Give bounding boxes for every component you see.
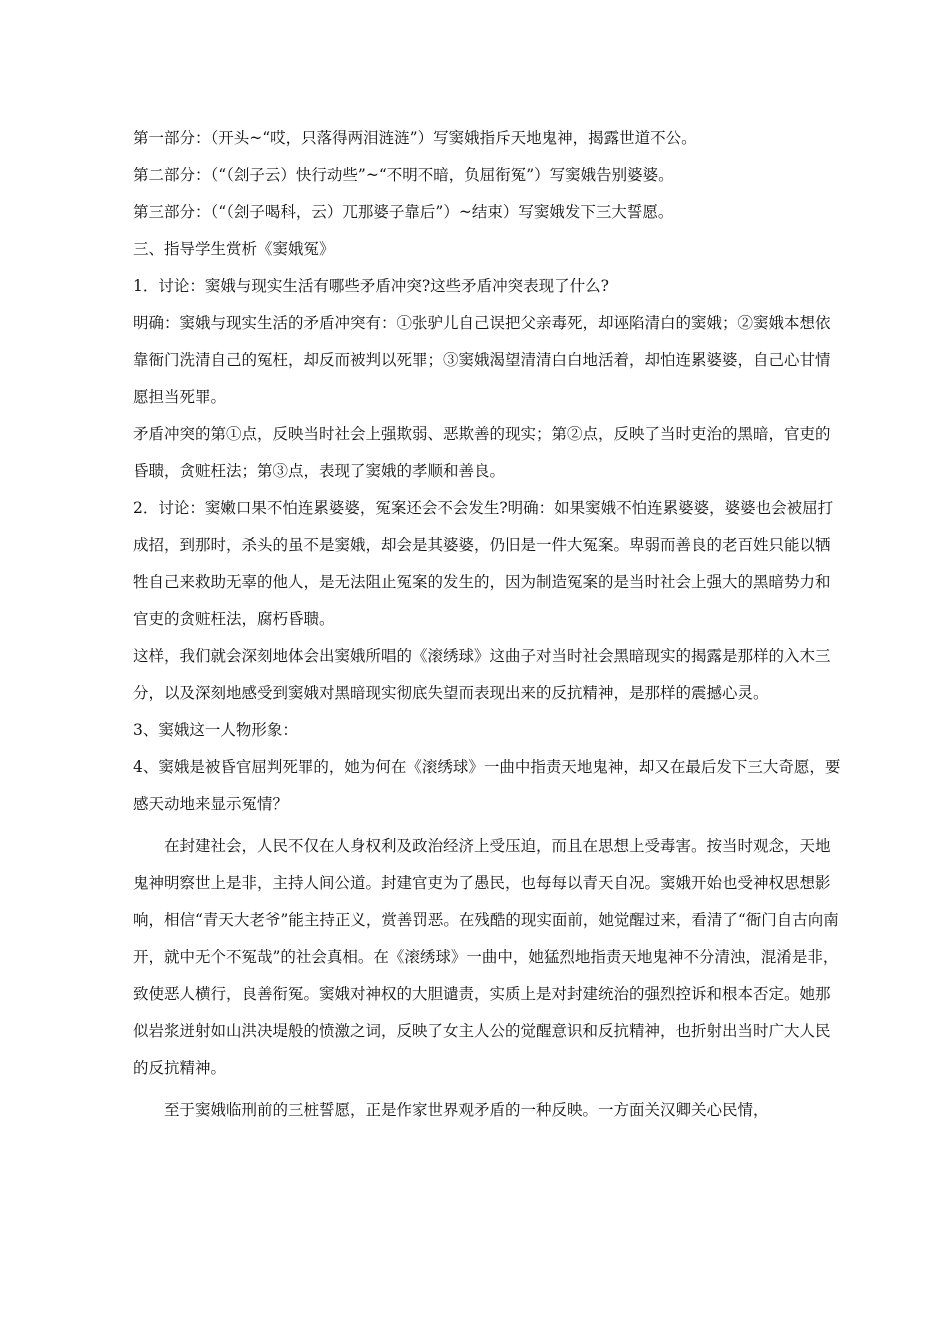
question-3: 3、窦娥这一人物形象：	[133, 721, 298, 739]
document-body	[133, 120, 843, 1129]
answer-1-analysis: 矛盾冲突的第①点，反映当时社会上强欺弱、恶欺善的现实；第②点，反映了当时吏治的黑暗，官吏的昏聩，贪赃枉法；第③点，表现了窦娥的孝顺和善良。	[133, 425, 831, 480]
question-1: 1．讨论：窦娥与现实生活有哪些矛盾冲突?这些矛盾冲突表现了什么?	[133, 277, 609, 295]
section-heading-appreciation: 三、指导学生赏析《窦娥冤》	[133, 240, 335, 258]
answer-4-paragraph: 在封建社会，人民不仅在人身权利及政治经济上受压迫，而且在思想上受毒害。按当时观念，天地鬼神明察世上是非，主持人间公道。封建官吏为了愚民，也每每以青天自况。窦娥开始也受神权思想影响，相信“青天大老爷”能主持正义，赏善罚恶。在残酷的现实面前，她觉醒过来，看清了“衙门自古向南开，就中无个不冤哉”的社会真相。在《滚绣球》一曲中，她猛烈地指责天地鬼神不分清浊，混淆是非，致使恶人横行，良善衔冤。窦娥对神权的大胆谴责，实质上是对封建统治的强烈控诉和根本否定。她那似岩浆迸射如山洪决堤般的愤激之词，反映了女主人公的觉醒意识和反抗精神，也折射出当时广大人民的反抗精神。	[133, 837, 839, 1077]
paragraph-part-two: 第二部分：（“（刽子云）快行动些”~“不明不暗，负屈衔冤”）写窦娥告别婆婆。	[133, 166, 674, 184]
three-vows-paragraph: 至于窦娥临刑前的三桩誓愿，正是作家世界观矛盾的一种反映。一方面关汉卿关心民情，	[164, 1101, 769, 1119]
question-2: 2．讨论：窦嫩口果不怕连累婆婆，冤案还会不会发生?明确：如果窦娥不怕连累婆婆，婆婆也会被屈打成招，到那时，杀头的虽不是窦娥，却会是其婆婆，仍旧是一件大冤案。卑弱而善良的老百姓只能以牺牲自己来救助无辜的他人，是无法阻止冤案的发生的，因为制造冤案的是当时社会上强大的黑暗势力和官吏的贪赃枉法，腐朽昏聩。	[133, 499, 834, 628]
paragraph-part-one: 第一部分：（开头~“哎，只落得两泪涟涟”）写窦娥指斥天地鬼神，揭露世道不公。	[133, 129, 697, 147]
question-2-conclusion: 这样，我们就会深刻地体会出窦娥所唱的《滚绣球》这曲子对当时社会黑暗现实的揭露是那样的入木三分，以及深刻地感受到窦娥对黑暗现实彻底失望而表现出来的反抗精神，是那样的震撼心灵。	[133, 647, 831, 702]
question-4: 4、窦娥是被昏官屈判死罪的，她为何在《滚绣球》一曲中指责天地鬼神，却又在最后发下三大奇愿，要感天动地来显示冤情？	[133, 758, 841, 813]
paragraph-part-three: 第三部分：（“（刽子喝科，云）兀那婆子靠后”）~结束）写窦娥发下三大誓愿。	[133, 203, 674, 221]
answer-1: 明确：窦娥与现实生活的矛盾冲突有：①张驴儿自己误把父亲毒死，却诬陷清白的窦娥；②窦娥本想依靠衙门洗清自己的冤枉，却反而被判以死罪；③窦娥渴望清清白白地活着，却怕连累婆婆，自己心甘情愿担当死罪。	[133, 314, 831, 406]
